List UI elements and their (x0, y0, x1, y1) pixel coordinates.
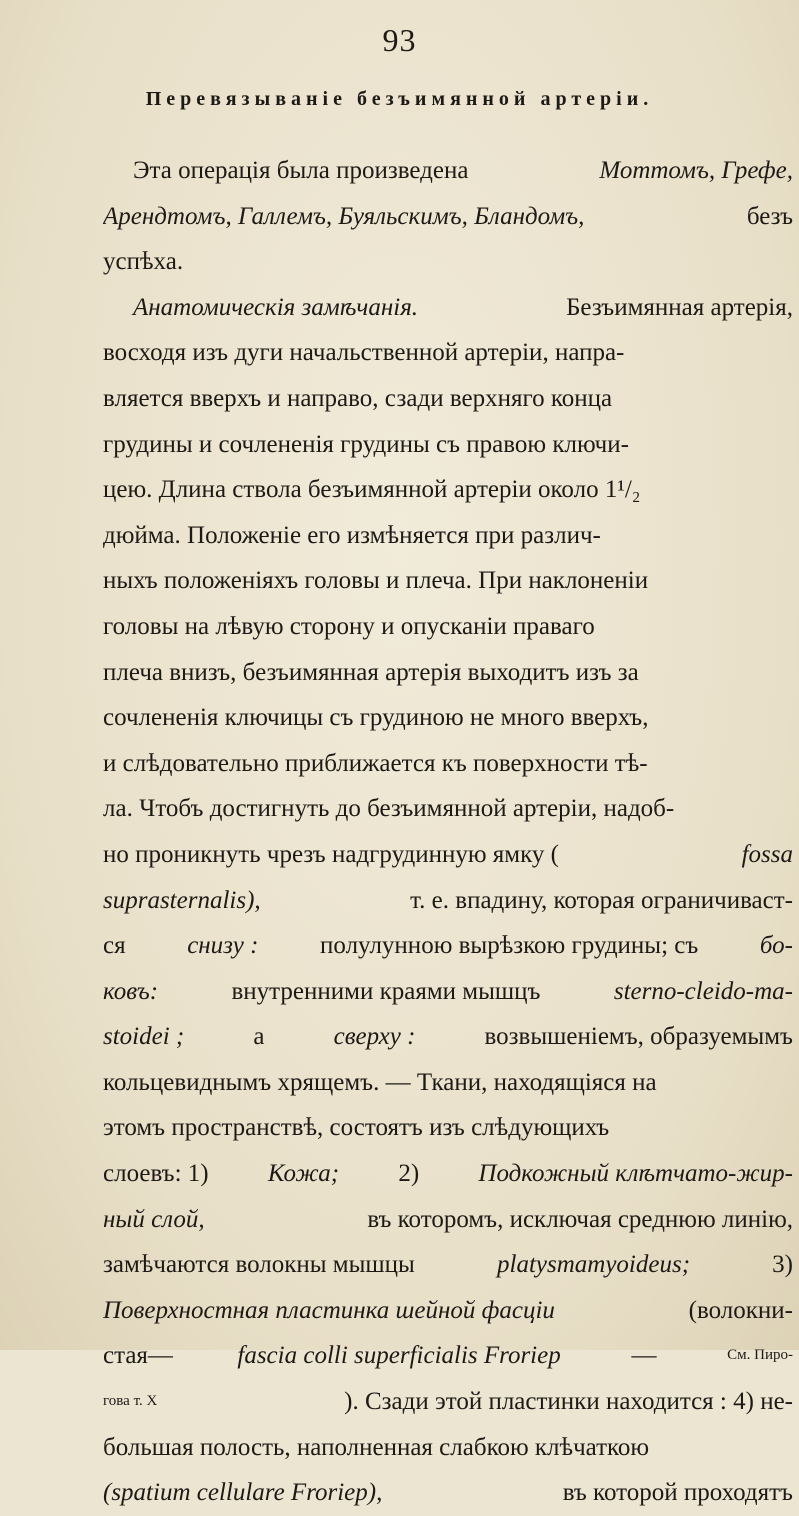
text-line (103, 923, 793, 969)
text-run: ковъ: (103, 977, 159, 1005)
text-run: platysmamyoideus; (497, 1251, 691, 1279)
text-run: плеча внизъ, безъимянная артерія выходитъ изъ за (103, 658, 639, 686)
text-run: и слѣдовательно приближается къ поверхности тѣ- (103, 749, 648, 777)
text-run: fascia colli superficialis Froriep (237, 1342, 561, 1370)
text-run: цею. Длина ствола безъимянной артеріи около 1¹/₂ (103, 476, 641, 504)
text-run: ся (103, 932, 132, 960)
text-run: — (625, 1342, 663, 1370)
text-line (103, 878, 793, 924)
text-run: головы на лѣвую сторону и опусканіи праваго (103, 612, 595, 640)
text-line (103, 1060, 793, 1106)
text-run: Кожа; (267, 1160, 340, 1188)
text-line (103, 1333, 793, 1379)
text-run: въ которомъ, исключая среднюю линію, (361, 1205, 793, 1233)
text-run: дюйма. Положеніе его измѣняется при различ- (103, 521, 601, 549)
text-run: См. Пиро- (727, 1347, 793, 1364)
text-line (103, 558, 793, 604)
text-run: восходя изъ дуги начальственной артеріи, напра- (103, 339, 625, 367)
text-line (103, 285, 793, 331)
text-run: стая— (103, 1342, 173, 1370)
text-run: suprasternalis), (103, 886, 261, 914)
text-run: гова т. X (103, 1393, 158, 1410)
text-line (103, 695, 793, 741)
text-line (103, 467, 793, 513)
text-run: большая полость, наполненная слабкою клѣчаткою (103, 1433, 650, 1461)
text-line (103, 650, 793, 696)
text-line (103, 604, 793, 650)
text-run: fossa (741, 840, 793, 868)
text-run: успѣха. (103, 248, 184, 276)
text-line (103, 1151, 793, 1197)
text-run: а (247, 1023, 271, 1051)
text-run: Моттомъ, Грефе, (599, 157, 793, 184)
text-run: т. е. впадину, которая ограничиваст- (403, 886, 793, 914)
text-line (103, 1014, 793, 1060)
text-run: Поверхностная пластинка шейной фасціи (103, 1296, 555, 1324)
text-run: 2) (392, 1160, 426, 1188)
text-run: грудины и сочлененія грудины съ правою ключи- (103, 430, 629, 458)
text-line (103, 239, 793, 285)
text-run: сочлененія ключицы съ грудиною не много вверхъ, (103, 704, 649, 732)
text-line (103, 1197, 793, 1243)
text-line (103, 1242, 793, 1288)
text-line (103, 969, 793, 1015)
text-run: бо- (759, 932, 793, 960)
text-line (103, 786, 793, 832)
text-run: sterno-cleido-ma- (613, 977, 793, 1005)
text-run: ла. Чтобъ достигнуть до безъимянной артеріи, надоб- (103, 795, 675, 823)
text-run: Анатомическія замѣчанія. (133, 293, 419, 321)
text-line (103, 1470, 793, 1516)
text-line (103, 741, 793, 787)
section-heading: Перевязываніе безъимянной артеріи. (145, 88, 654, 110)
text-run: вляется вверхъ и направо, сзади верхняго конца (103, 384, 613, 412)
text-run: ный слой, (103, 1205, 205, 1233)
text-run: stoidei ; (103, 1023, 185, 1051)
text-line (103, 1425, 793, 1471)
text-run: возвышеніемъ, образуемымъ (478, 1023, 793, 1051)
text-run: слоевъ: 1) (103, 1160, 215, 1188)
text-run: ). Сзади этой пластинки находится : 4) не- (344, 1388, 793, 1416)
text-run: снизу : (187, 932, 259, 960)
text-line (103, 194, 793, 240)
text-run: Эта операція была произведена (133, 157, 475, 184)
text-run: Подкожный клѣтчато-жир- (478, 1160, 793, 1188)
page-number: 93 (382, 22, 417, 58)
text-run: Арендтомъ, Галлемъ, Буяльскимъ, Бландомъ, (103, 202, 585, 230)
text-run: (волокни- (688, 1296, 793, 1324)
text-line (103, 376, 793, 422)
text-run: безъ (740, 202, 793, 230)
body-text (103, 148, 793, 1516)
text-run: (spatium cellulare Froriep), (103, 1479, 383, 1507)
text-run: этомъ пространствѣ, состоятъ изъ слѣдующихъ (103, 1114, 610, 1142)
text-line (103, 1288, 793, 1334)
text-run: но проникнуть чрезъ надгрудинную ямку ( (103, 840, 559, 868)
text-run: сверху : (333, 1023, 416, 1051)
text-run: въ которой проходятъ (556, 1479, 793, 1507)
text-run: Безъимянная артерія, (559, 293, 793, 321)
text-line (103, 1379, 793, 1425)
text-run: внутренними краями мышцъ (225, 977, 547, 1005)
text-line (103, 1105, 793, 1151)
text-run: замѣчаются волокны мышцы (103, 1251, 422, 1279)
text-line (103, 422, 793, 468)
text-run: 3) (765, 1251, 793, 1279)
text-run: полулунною вырѣзкою грудины; съ (313, 932, 705, 960)
text-run: кольцевиднымъ хрящемъ. — Ткани, находящіяся на (103, 1068, 657, 1096)
text-run: ныхъ положеніяхъ головы и плеча. При наклоненіи (103, 567, 649, 595)
text-line (103, 832, 793, 878)
text-line (103, 330, 793, 376)
text-line (103, 513, 793, 559)
text-line (103, 148, 793, 194)
